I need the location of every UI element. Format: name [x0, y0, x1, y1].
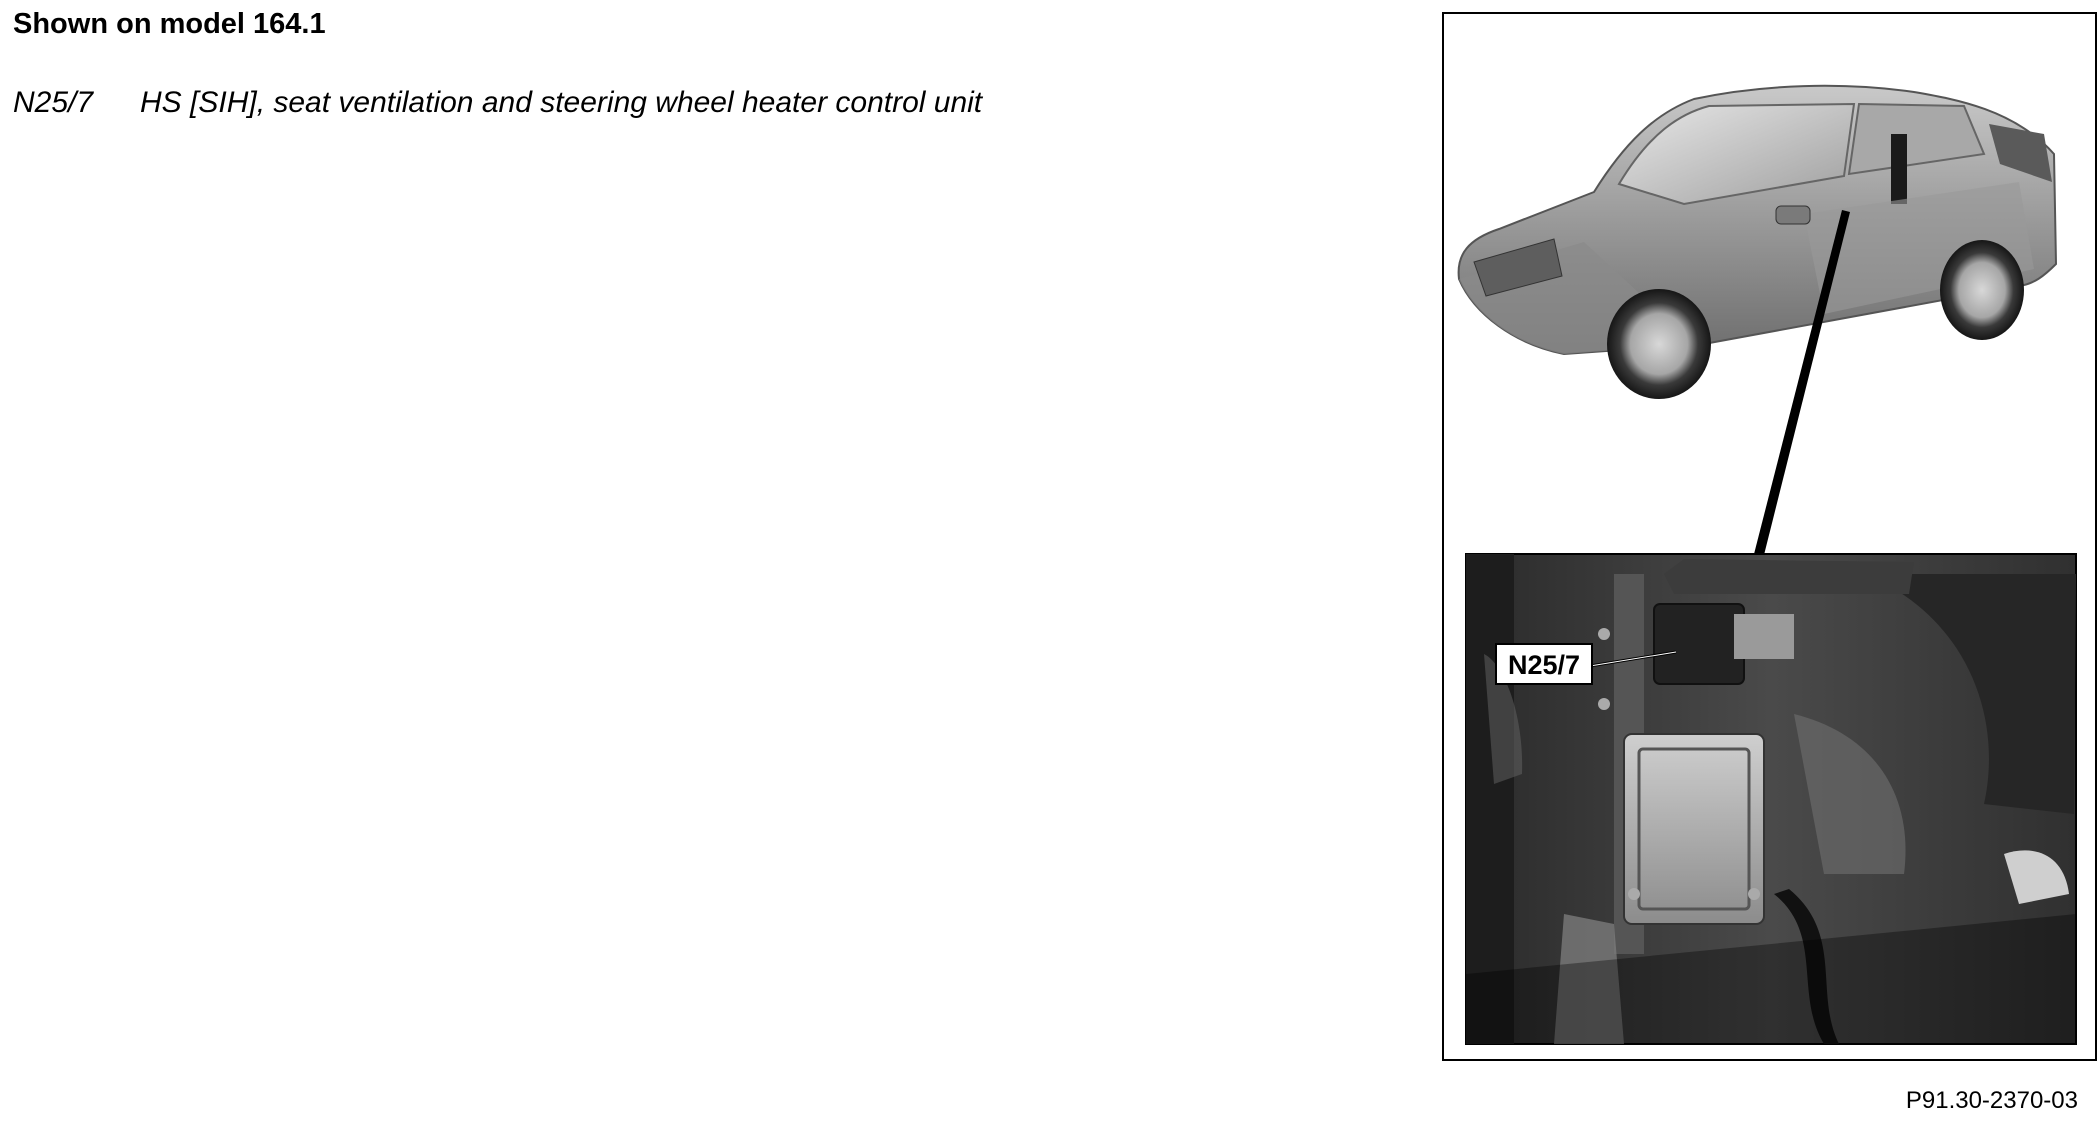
legend-code: N25/7: [13, 86, 94, 119]
vehicle-drawing: [1459, 86, 2056, 399]
page-heading: Shown on model 164.1: [13, 8, 326, 40]
figure-illustration: [1444, 14, 2095, 1059]
legend-item: [13, 86, 982, 120]
figure-frame: [1442, 12, 2097, 1061]
detail-photo: [1466, 554, 2076, 1044]
legend-description: HS [SIH], seat ventilation and steering wheel heater control unit: [140, 86, 983, 119]
callout-label: N25/7: [1507, 650, 1581, 680]
figure-reference: P91.30-2370-03: [1905, 1087, 2078, 1114]
